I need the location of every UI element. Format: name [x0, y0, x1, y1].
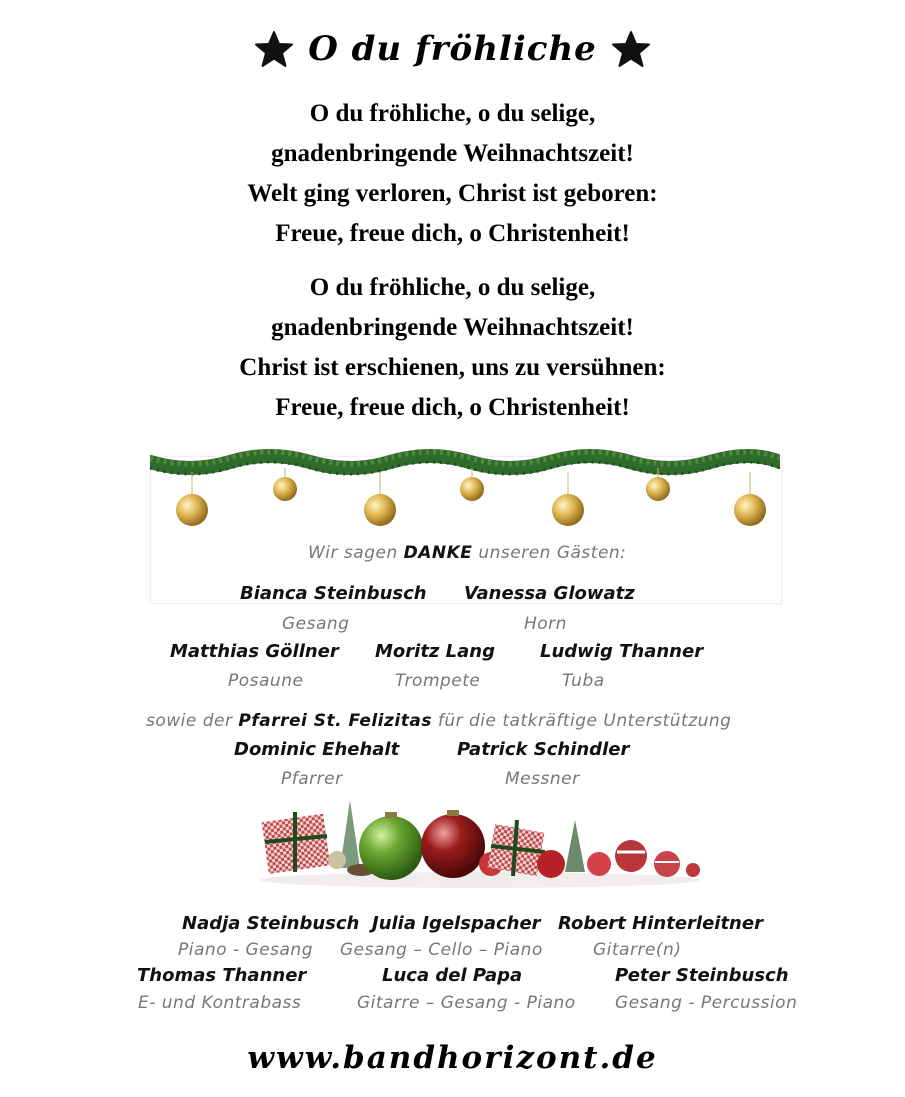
- parish-prefix: sowie der: [146, 711, 233, 731]
- guest-name: Moritz Lang: [375, 641, 495, 662]
- guest-name: Bianca Steinbusch: [240, 583, 427, 604]
- band-member-name: Nadja Steinbusch: [182, 913, 360, 934]
- page-title: O du fröhliche: [308, 29, 597, 69]
- guest-role: Tuba: [562, 671, 605, 691]
- band-member-role: Gesang – Cello – Piano: [340, 940, 543, 960]
- thanks-heading: [308, 543, 626, 563]
- parish-person-role: Messner: [505, 769, 580, 789]
- verse-line: Freue, freue dich, o Christenheit!: [275, 220, 630, 247]
- band-member-name: Peter Steinbusch: [615, 965, 789, 986]
- guest-role: Posaune: [228, 671, 304, 691]
- verse-line: gnadenbringende Weihnachtszeit!: [271, 314, 634, 341]
- band-member-role: Gesang - Percussion: [615, 993, 798, 1013]
- guest-role: Gesang: [282, 614, 350, 634]
- verse-line: Christ ist erschienen, uns zu versühnen:: [239, 354, 666, 381]
- verse-line: O du fröhliche, o du selige,: [309, 274, 596, 301]
- band-member-role: Gitarre(n): [593, 940, 682, 960]
- guest-role: Trompete: [395, 671, 481, 691]
- thanks-emphasis: DANKE: [403, 543, 473, 563]
- parish-suffix: für die tatkräftige Unterstützung: [437, 711, 732, 731]
- band-member-role: E- und Kontrabass: [138, 993, 302, 1013]
- guest-name: Vanessa Glowatz: [464, 583, 635, 604]
- band-member-name: Luca del Papa: [382, 965, 523, 986]
- parish-person-name: Patrick Schindler: [457, 739, 630, 760]
- guest-name: Ludwig Thanner: [540, 641, 704, 662]
- guest-role: Horn: [524, 614, 567, 634]
- verse-line: Welt ging verloren, Christ ist geboren:: [247, 180, 658, 207]
- verse-1: [0, 94, 905, 254]
- parish-person-role: Pfarrer: [281, 769, 343, 789]
- verse-line: gnadenbringende Weihnachtszeit!: [271, 140, 634, 167]
- verse-line: O du fröhliche, o du selige,: [309, 100, 596, 127]
- baubles-illustration: [255, 790, 705, 890]
- parish-name: Pfarrei St. Felizitas: [238, 711, 432, 731]
- band-member-role: Piano - Gesang: [178, 940, 313, 960]
- verse-2: [0, 268, 905, 428]
- title-row: [0, 24, 905, 74]
- band-member-name: Robert Hinterleitner: [558, 913, 763, 934]
- band-member-role: Gitarre – Gesang - Piano: [357, 993, 576, 1013]
- parish-thanks: [146, 711, 731, 731]
- website-link[interactable]: www.bandhorizont.de: [247, 1040, 658, 1076]
- star-icon: [254, 29, 294, 69]
- band-member-name: Thomas Thanner: [137, 965, 307, 986]
- thanks-suffix: unseren Gästen:: [478, 543, 627, 563]
- thanks-prefix: Wir sagen: [308, 543, 398, 563]
- verse-line: Freue, freue dich, o Christenheit!: [275, 394, 630, 421]
- guest-name: Matthias Göllner: [170, 641, 339, 662]
- star-icon: [611, 29, 651, 69]
- band-member-name: Julia Igelspacher: [372, 913, 541, 934]
- parish-person-name: Dominic Ehehalt: [234, 739, 400, 760]
